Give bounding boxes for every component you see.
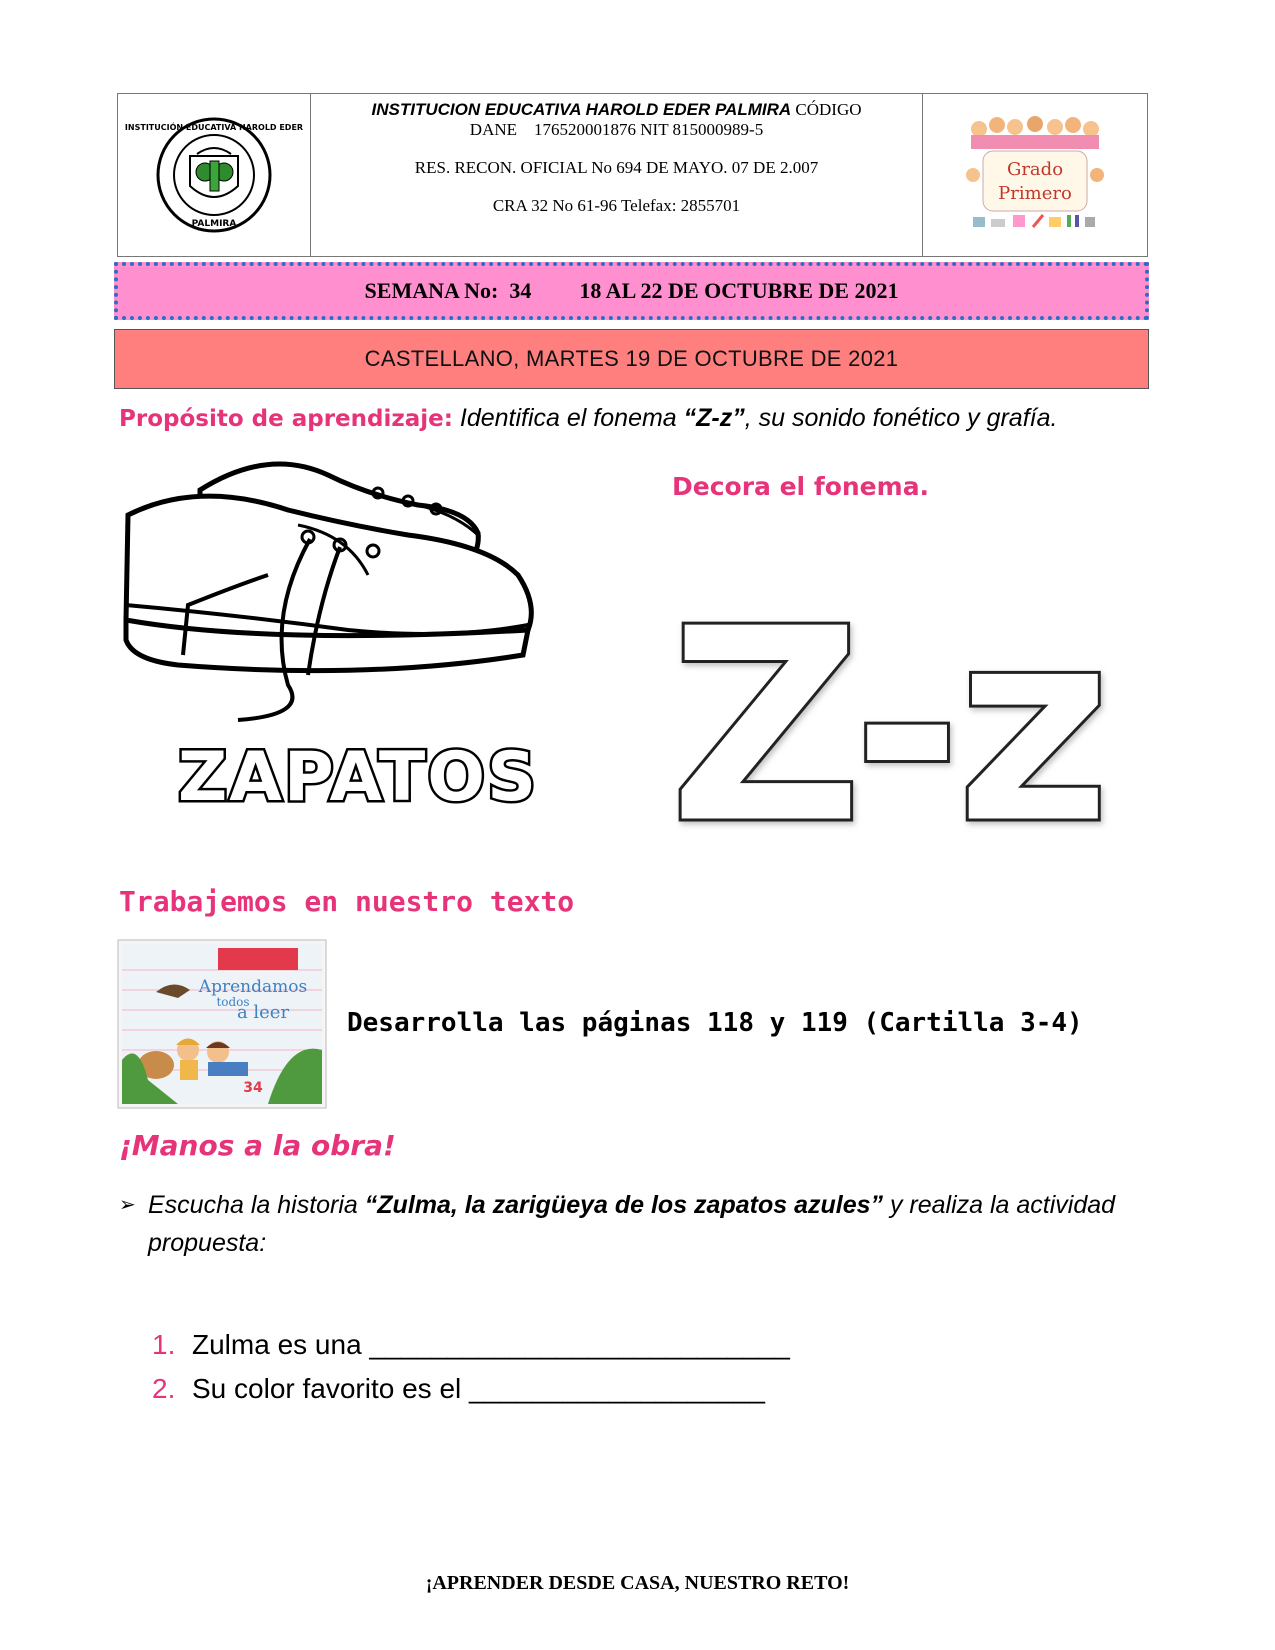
address-line: CRA 32 No 61-96 Telefax: 2855701 — [492, 196, 741, 215]
purpose-text-after: , su sonido fonético y grafía. — [744, 404, 1058, 432]
section-texto-heading: Trabajemos en nuestro texto — [119, 885, 575, 918]
question-item — [152, 1367, 790, 1411]
purpose-fonema: “Z-z” — [683, 404, 745, 432]
book-title-line3: a leer — [236, 1002, 290, 1023]
question-list — [152, 1323, 790, 1411]
story-title: “Zulma, la zarigüeya de los zapatos azules” — [364, 1191, 884, 1219]
question-number: 1. — [152, 1329, 176, 1360]
manos-heading: ¡Manos a la obra! — [119, 1129, 396, 1162]
week-dates: 18 AL 22 DE OCTUBRE DE 2021 — [579, 278, 899, 303]
header-table — [117, 93, 1148, 257]
question-text: Su color favorito es el ___________________ — [192, 1373, 765, 1404]
school-logo-cell — [118, 94, 311, 256]
logo-text-bottom: PALMIRA — [191, 219, 237, 229]
book-title-line1: Aprendamos — [198, 977, 308, 997]
grade-badge-cell — [923, 94, 1147, 256]
zapatos-word: ZAPATOS — [178, 738, 539, 817]
codigo-label: CÓDIGO — [795, 100, 862, 119]
book-title-line2: todos — [216, 995, 250, 1009]
logo-text-top: INSTITUCIÓN EDUCATIVA HAROLD EDER — [124, 123, 304, 132]
book-cover — [118, 940, 326, 1108]
question-number: 2. — [152, 1373, 176, 1404]
book-number: 34 — [243, 1080, 263, 1096]
grade-line2: Primero — [998, 183, 1072, 204]
big-z-letters — [668, 569, 1118, 884]
big-z-text: Z-z — [668, 569, 1105, 884]
res-line: RES. RECON. OFICIAL No 694 DE MAYO. 07 DE 2.007 — [414, 158, 819, 177]
arrow-bullet-icon: ➢ — [119, 1194, 136, 1216]
question-text: Zulma es una ___________________________ — [192, 1329, 790, 1360]
school-supplies-illustration — [973, 215, 1095, 227]
footer-motto: ¡APRENDER DESDE CASA, NUESTRO RETO! — [425, 1572, 850, 1594]
school-logo — [124, 116, 304, 234]
bullet-after: y realiza la actividad propuesta: — [148, 1191, 1116, 1257]
zapatos-label — [178, 738, 538, 817]
grade-badge — [965, 115, 1105, 235]
bullet-before: Escucha la historia — [148, 1191, 365, 1219]
story-instruction — [119, 1186, 1159, 1262]
purpose-label: Propósito de aprendizaje: — [119, 406, 453, 432]
purpose-text-before: Identifica el fonema — [452, 404, 684, 432]
week-label: SEMANA No: 34 — [364, 278, 532, 303]
shoes-illustration — [118, 455, 598, 840]
learning-purpose — [119, 404, 1057, 433]
subject-banner: CASTELLANO, MARTES 19 DE OCTUBRE DE 2021 — [114, 329, 1149, 389]
dane-line: DANE 176520001876 NIT 815000989-5 — [469, 120, 764, 139]
decora-heading: Decora el fonema. — [672, 472, 930, 501]
question-item — [152, 1323, 790, 1367]
institution-name: INSTITUCION EDUCATIVA HAROLD EDER PALMIRA — [371, 100, 792, 119]
desarrolla-instruction: Desarrolla las páginas 118 y 119 (Cartilla 3-4) — [347, 1008, 1083, 1038]
week-banner — [114, 262, 1149, 320]
grade-line1: Grado — [1006, 159, 1064, 180]
institution-info — [311, 94, 923, 256]
